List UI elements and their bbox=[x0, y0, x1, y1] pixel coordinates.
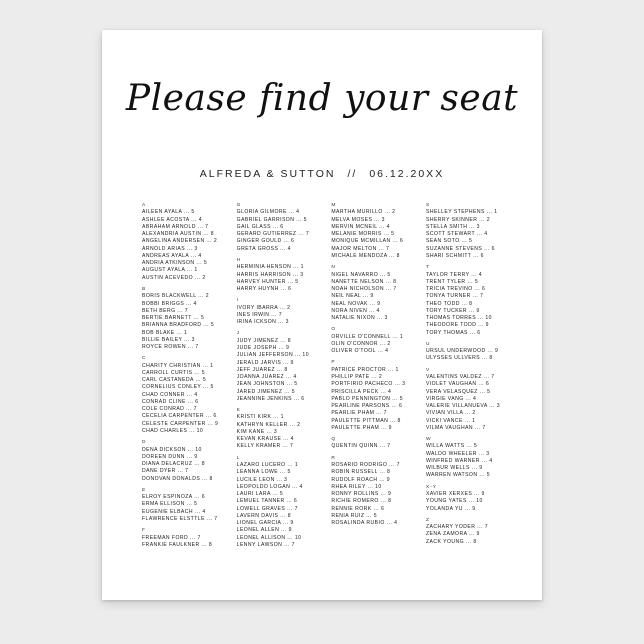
guest-entry: WINFRED WARNER ... 4 bbox=[425, 457, 493, 464]
guest-entry: LEANNA LOWE ... 5 bbox=[236, 469, 291, 476]
guest-entry: KATHRYN KELLER ... 2 bbox=[236, 421, 301, 428]
group-letter: W bbox=[425, 437, 432, 443]
group-letter: A bbox=[142, 203, 147, 208]
guest-entry: LENNY LAWSON ... 7 bbox=[236, 541, 295, 548]
letter-group bbox=[331, 436, 419, 451]
group-letter: D bbox=[142, 440, 147, 446]
guest-entry: JERALD JARVIS ... 9 bbox=[236, 359, 294, 366]
guest-entry: RENNIE RORK ... 6 bbox=[331, 505, 385, 512]
guest-entry: ZENA ZAMORA ... 9 bbox=[425, 531, 480, 538]
letter-group bbox=[237, 202, 325, 253]
guest-entry: ZACHARY YODER ... 7 bbox=[425, 524, 489, 531]
guest-entry: MONIQUE MCMILLAN ... 6 bbox=[331, 238, 404, 245]
guest-entry: KEVAN KRAUSE ... 4 bbox=[236, 436, 294, 443]
guest-entry: VALENTINS VALDEZ ... 7 bbox=[425, 374, 495, 381]
guest-entry: SUZANNE STEVENS ... 6 bbox=[425, 245, 495, 252]
guest-entry: NEAL NOVAK ... 9 bbox=[331, 300, 381, 307]
guest-entry: VERA VELASQUEZ ... 5 bbox=[425, 388, 491, 395]
letter-group bbox=[237, 257, 325, 293]
guest-entry: CARROLL CURTIS ... 5 bbox=[142, 369, 206, 376]
names-date-separator: // bbox=[347, 168, 358, 180]
guest-entry: GAIL GLASS ... 6 bbox=[236, 223, 284, 230]
group-letter: Z bbox=[425, 517, 430, 523]
group-letter: P bbox=[331, 360, 336, 366]
guest-column bbox=[426, 202, 514, 549]
letter-group bbox=[331, 264, 419, 322]
guest-entry: XAVIER XERXES ... 9 bbox=[425, 491, 485, 498]
guest-entry: BOB BLAKE ... 1 bbox=[142, 329, 188, 336]
guest-entry: ANDRIA ATKINSON ... 5 bbox=[142, 260, 208, 267]
letter-group bbox=[142, 202, 230, 282]
guest-entry: YOUNG YATES ... 10 bbox=[425, 498, 483, 505]
guest-entry: FRANKIE FAULKNER ... 8 bbox=[142, 541, 213, 548]
guest-entry: PORTFIRIO PACHECO ... 3 bbox=[331, 381, 406, 388]
guest-entry: PABLO PENNINGTON ... 5 bbox=[331, 395, 404, 402]
guest-entry: THEODORE TODD ... 9 bbox=[425, 322, 489, 329]
guest-entry: LAZARO LUCERO ... 1 bbox=[236, 462, 299, 469]
guest-entry: AUSTIN ACEVEDO ... 2 bbox=[142, 274, 206, 281]
group-letter: C bbox=[142, 356, 147, 362]
guest-entry: RUDOLF ROACH ... 9 bbox=[331, 476, 391, 483]
guest-entry: LEONEL ALLEN ... 9 bbox=[236, 527, 292, 534]
guest-entry: PHILLIP PATE ... 2 bbox=[331, 374, 383, 381]
group-letter: B bbox=[142, 286, 147, 292]
group-letter: T bbox=[425, 265, 430, 271]
group-letter: S bbox=[425, 203, 431, 208]
guest-entry: TAYLOR TERRY ... 4 bbox=[425, 271, 483, 278]
guest-entry: JEAN JOHNSTON ... 5 bbox=[236, 381, 298, 388]
guest-entry: GRETA GROSS ... 4 bbox=[236, 245, 291, 252]
guest-entry: LIONEL GARCIA ... 9 bbox=[236, 520, 294, 527]
guest-entry: VIVIAN VILLA ... 2 bbox=[425, 410, 476, 417]
guest-entry: ROSARIO RODRIGO ... 7 bbox=[331, 462, 400, 469]
guest-entry: MERVIN MCNEIL ... 4 bbox=[331, 223, 390, 230]
guest-entry: NORA NIVEN ... 4 bbox=[331, 307, 380, 314]
guest-entry: OLIN O'CONNOR ... 2 bbox=[331, 340, 391, 347]
group-letter: U bbox=[425, 341, 431, 347]
guest-entry: LEONEL ALLISON ... 10 bbox=[236, 534, 302, 541]
guest-entry: ANGELINA ANDERSEN ... 2 bbox=[142, 238, 218, 245]
guest-entry: LUCILE LEON ... 3 bbox=[236, 476, 288, 483]
guest-entry: VALERIE VILLANUEVA ... 3 bbox=[425, 403, 500, 410]
guest-entry: URSUL UNDERWOOD ... 9 bbox=[425, 348, 499, 355]
guest-entry: ORVILLE O'CONNELL ... 1 bbox=[331, 333, 404, 340]
group-letter: I bbox=[236, 298, 239, 304]
guest-entry: DIANA DELACRUZ ... 8 bbox=[142, 461, 206, 468]
letter-group bbox=[237, 330, 325, 403]
guest-entry: VILMA VAUGHAN ... 7 bbox=[425, 424, 486, 431]
guest-entry: CARL CASTANEDA ... 5 bbox=[142, 377, 207, 384]
group-letter: E bbox=[142, 487, 147, 493]
guest-entry: JUDY JIMENEZ ... 8 bbox=[236, 337, 292, 344]
guest-entry: VIOLET VAUGHAN ... 6 bbox=[425, 381, 490, 388]
guest-entry: FLAWRENCE ELSTTLE ... 7 bbox=[142, 515, 218, 522]
guest-entry: DANE DYER ... 7 bbox=[142, 468, 189, 475]
guest-entry: QUENTIN QUINN ... 7 bbox=[331, 443, 391, 450]
letter-group bbox=[142, 355, 230, 435]
guest-entry: PAULETTE PHAM ... 9 bbox=[331, 424, 392, 431]
guest-entry: LEMUEL TANNER ... 6 bbox=[236, 498, 298, 505]
group-letter: K bbox=[236, 408, 241, 414]
group-letter: V bbox=[425, 367, 431, 373]
letter-group bbox=[331, 359, 419, 432]
guest-entry: HARRY HUYNH ... 6 bbox=[236, 286, 292, 293]
guest-entry: AILEEN AYALA ... 5 bbox=[142, 209, 195, 216]
guest-entry: CHAD CONNER ... 4 bbox=[142, 391, 198, 398]
event-date: 06.12.20XX bbox=[369, 168, 445, 180]
group-letter: O bbox=[331, 327, 337, 333]
guest-entry: AUGUST AYALA ... 1 bbox=[142, 267, 198, 274]
guest-entry: ALEXANDRIA AUSTIN ... 8 bbox=[142, 231, 215, 238]
guest-entry: FREEMAN FORD ... 7 bbox=[142, 534, 201, 541]
guest-entry: BORIS BLACKWELL ... 2 bbox=[142, 293, 210, 300]
guest-entry: MELANIE MORRIS ... 5 bbox=[331, 231, 395, 238]
guest-entry: BOBBI BRIGGS ... 4 bbox=[142, 300, 197, 307]
guest-entry: WILLA WATTS ... 5 bbox=[425, 443, 478, 450]
guest-entry: MAJOR MELTON ... 7 bbox=[331, 245, 390, 252]
guest-entry: GABRIEL GARRISON ... 5 bbox=[236, 216, 307, 223]
guest-entry: WALDO WHEELER ... 3 bbox=[425, 450, 490, 457]
guest-entry: TRICIA TREVINO ... 6 bbox=[425, 286, 486, 293]
guest-entry: OLIVER O'TOOL ... 4 bbox=[331, 348, 389, 355]
guest-entry: ASHLEE ACOSTA ... 4 bbox=[142, 216, 202, 223]
guest-entry: EUGENIE ELBACH ... 4 bbox=[142, 508, 206, 515]
group-letter: L bbox=[236, 455, 241, 461]
guest-entry: HERMINIA HENSON ... 1 bbox=[236, 264, 304, 271]
guest-entry: JULIAN JEFFERSON ... 10 bbox=[236, 352, 309, 359]
guest-entry: TORY TUCKER ... 9 bbox=[425, 307, 480, 314]
letter-group bbox=[142, 439, 230, 483]
guest-entry: INES IRWIN ... 7 bbox=[236, 311, 282, 318]
letter-group bbox=[237, 297, 325, 326]
letter-group bbox=[237, 407, 325, 451]
guest-entry: ROBIN RUSSELL ... 8 bbox=[331, 469, 391, 476]
guest-entry: CHAD CHARLES ... 10 bbox=[142, 427, 204, 434]
guest-entry: LOWELL GRAVES ... 7 bbox=[236, 505, 298, 512]
letter-group bbox=[331, 455, 419, 528]
guest-entry: LAVERN DAVIS ... 8 bbox=[236, 512, 291, 519]
group-letter: Q bbox=[331, 437, 337, 443]
guest-entry: SHERRY SKINNER ... 2 bbox=[425, 216, 490, 223]
guest-entry: GINGER GOULD ... 6 bbox=[236, 238, 295, 245]
guest-entry: BERTIE BARNETT ... 5 bbox=[142, 315, 205, 322]
guest-entry: KRISTI KIRK ... 1 bbox=[236, 414, 284, 421]
guest-entry: ULYSSES ULLVERS ... 8 bbox=[425, 355, 493, 362]
guest-entry: IRINA ICKSON ... 3 bbox=[236, 319, 289, 326]
guest-entry: JUDE JOSEPH ... 9 bbox=[236, 345, 290, 352]
group-letter: N bbox=[331, 265, 336, 271]
guest-entry: KIM KANE ... 3 bbox=[236, 428, 278, 435]
guest-entry: DENA DICKSON ... 10 bbox=[142, 446, 202, 453]
guest-column bbox=[237, 202, 325, 549]
letter-group bbox=[426, 341, 514, 363]
letter-group bbox=[142, 487, 230, 523]
guest-entry: VICKI VANCE ... 1 bbox=[425, 417, 476, 424]
guest-entry: YOLANDA YU ... 9 bbox=[425, 505, 476, 512]
guest-entry: THOMAS TORRES ... 10 bbox=[425, 315, 492, 322]
guest-entry: BRIANNA BRADFORD ... 5 bbox=[142, 322, 215, 329]
guest-entry: NEIL NEAL ... 9 bbox=[331, 293, 374, 300]
guest-entry: JEFF JUAREZ ... 8 bbox=[236, 366, 288, 373]
guest-entry: SCOTT STEWART ... 4 bbox=[425, 231, 488, 238]
guest-entry: NATALIE NIXON ... 3 bbox=[331, 315, 388, 322]
guest-entry: DOREEN DUNN ... 9 bbox=[142, 453, 198, 460]
guest-entry: ELROY ESPINOZA ... 6 bbox=[142, 494, 205, 501]
couple-names: ALFREDA & SUTTON bbox=[199, 168, 336, 180]
guest-entry: RHEA RILEY ... 10 bbox=[331, 483, 382, 490]
letter-group bbox=[237, 455, 325, 549]
guest-entry: ROYCE ROWEN ... 7 bbox=[142, 344, 199, 351]
guest-entry: LAURI LARA ... 5 bbox=[236, 491, 284, 498]
guest-column bbox=[331, 202, 419, 549]
guest-entry: COLE CONRAD ... 7 bbox=[142, 406, 197, 413]
guest-entry: JOANNA JUAREZ ... 4 bbox=[236, 374, 297, 381]
letter-group bbox=[426, 517, 514, 546]
guest-entry: WILBUR WELLS ... 9 bbox=[425, 465, 483, 472]
guest-entry: CECELIA CARPENTER ... 6 bbox=[142, 413, 217, 420]
letter-group bbox=[331, 202, 419, 260]
guest-entry: CELESTE CARPENTER ... 9 bbox=[142, 420, 219, 427]
group-letter: M bbox=[331, 203, 337, 208]
couple-and-date bbox=[102, 168, 542, 180]
guest-entry: MARTHA MURILLO ... 2 bbox=[331, 209, 396, 216]
group-letter: X-Y bbox=[425, 484, 437, 490]
guest-entry: JARED JIMENEZ ... 5 bbox=[236, 388, 296, 395]
guest-entry: MELVA MOSES ... 3 bbox=[331, 216, 385, 223]
group-letter: H bbox=[236, 257, 242, 263]
guest-entry: GLORIA GILMORE ... 4 bbox=[236, 209, 300, 216]
guest-entry: ZACK YOUNG ... 8 bbox=[425, 538, 477, 545]
guest-entry: STELLA SMITH ... 3 bbox=[425, 223, 480, 230]
guest-entry: GERARD GUTIERREZ ... 7 bbox=[236, 231, 310, 238]
letter-group bbox=[426, 484, 514, 513]
guest-entry: TRENT TYLER ... 5 bbox=[425, 278, 479, 285]
guest-entry: WARREN WATSON ... 5 bbox=[425, 472, 491, 479]
guest-entry: ROSALINDA RUBIO ... 4 bbox=[331, 520, 398, 527]
guest-entry: PEARLINE PARSONS ... 6 bbox=[331, 403, 403, 410]
poster-heading: Please find your seat bbox=[125, 78, 519, 119]
guest-entry: CONRAD CLINE ... 6 bbox=[142, 398, 199, 405]
guest-entry: DONOVAN DONALDS ... 8 bbox=[142, 475, 213, 482]
group-letter: F bbox=[142, 528, 146, 534]
guest-entry: PEARLIE PHAM ... 7 bbox=[331, 410, 387, 417]
seating-chart-poster bbox=[102, 30, 542, 600]
letter-group bbox=[426, 264, 514, 337]
letter-group bbox=[142, 286, 230, 351]
letter-group bbox=[426, 367, 514, 432]
guest-entry: PAULETTE PITTMAN ... 8 bbox=[331, 417, 401, 424]
group-letter: G bbox=[236, 203, 242, 208]
guest-entry: JEANNINE JENKINS ... 6 bbox=[236, 395, 305, 402]
guest-entry: KELLY KRAMER ... 7 bbox=[236, 443, 294, 450]
guest-entry: LEOPOLDO LOGAN ... 4 bbox=[236, 483, 303, 490]
letter-group bbox=[142, 527, 230, 549]
guest-entry: TONYA TURNER ... 7 bbox=[425, 293, 484, 300]
guest-entry: ERMA ELLISON ... 5 bbox=[142, 501, 198, 508]
guest-entry: BILLIE BAILEY ... 3 bbox=[142, 336, 195, 343]
guest-entry: HARVEY HUNTER ... 5 bbox=[236, 278, 299, 285]
guest-entry: ARNOLD ARIAS ... 3 bbox=[142, 245, 198, 252]
guest-entry: CORNELIUS CONLEY ... 5 bbox=[142, 384, 214, 391]
guest-entry: NANETTE NELSON ... 8 bbox=[331, 278, 397, 285]
guest-entry: SEAN SOTO ... 5 bbox=[425, 238, 473, 245]
guest-entry: IVORY IBARRA ... 2 bbox=[236, 304, 291, 311]
guest-entry: BETH BERG ... 7 bbox=[142, 307, 189, 314]
guest-entry: MICHALE MENDOZA ... 8 bbox=[331, 252, 400, 259]
guest-entry: THEO TODD ... 8 bbox=[425, 300, 473, 307]
letter-group bbox=[331, 326, 419, 355]
guest-entry: RONNY ROLLINS ... 9 bbox=[331, 491, 392, 498]
guest-entry: PRISCILLA PECK ... 4 bbox=[331, 388, 392, 395]
guest-entry: VIRGIE VANG ... 4 bbox=[425, 395, 477, 402]
guest-entry: PATRICE PROCTOR ... 1 bbox=[331, 366, 399, 373]
letter-group bbox=[426, 202, 514, 260]
guest-entry: HARRIS HARRISON ... 3 bbox=[236, 271, 304, 278]
group-letter: J bbox=[236, 331, 241, 337]
guest-entry: RENIA RUIZ ... 5 bbox=[331, 512, 378, 519]
guest-entry: ANDREAS AYALA ... 4 bbox=[142, 252, 202, 259]
guest-entry: SHARI SCHMITT ... 6 bbox=[425, 252, 484, 259]
guest-entry: TORY THOMAS ... 6 bbox=[425, 329, 481, 336]
guest-entry: ABRAHAM ARNOLD ... 7 bbox=[142, 223, 209, 230]
guest-list-columns bbox=[142, 202, 514, 549]
guest-entry: NOAH NICHOLSON ... 7 bbox=[331, 286, 397, 293]
guest-column bbox=[142, 202, 230, 549]
guest-entry: RICHIE ROMERO ... 8 bbox=[331, 498, 392, 505]
letter-group bbox=[426, 436, 514, 480]
guest-entry: CHARITY CHRISTIAN ... 1 bbox=[142, 362, 214, 369]
guest-entry: NIGEL NAVARRO ... 5 bbox=[331, 271, 391, 278]
guest-entry: SHELLEY STEPHENS ... 1 bbox=[425, 209, 498, 216]
group-letter: R bbox=[331, 455, 336, 461]
